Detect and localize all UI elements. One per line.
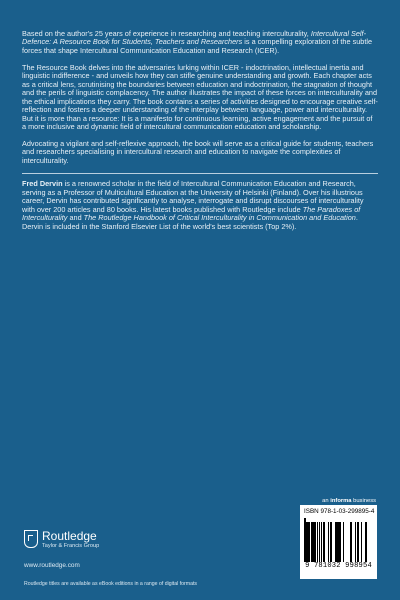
author-bio-and: and <box>67 213 84 223</box>
informa-prefix: an <box>322 498 331 504</box>
publisher-logo <box>24 530 234 550</box>
barcode-stripe <box>371 518 372 562</box>
author-bio-part-1: is a renowned scholar in the field of Intercultural Communication Education and Research, serving as a Professor of Multicultural Education at the University of Helsinki (Finland). Over his illustrious career, Dervin has contributed significantly to analyse, interrogate and disrupt discourses of interculturality with over 200 articles and 80 books. His latest books published with Routledge include <box>22 179 364 214</box>
author-bio <box>22 180 378 231</box>
isbn-label: ISBN 978-1-03-299895-4 <box>304 508 375 515</box>
author-book-1: The Paradoxes of Interculturality <box>22 204 361 223</box>
barcode-bars <box>304 518 373 562</box>
publisher-footer <box>24 530 234 587</box>
publisher-tagline: Taylor & Francis Group <box>42 543 100 549</box>
publisher-logo-text <box>42 530 99 550</box>
author-bio-part-2: . Dervin is included in the Stanford Elsevier List of the world's best scientists (Top 2%). <box>22 213 358 231</box>
barcode-panel <box>300 505 377 579</box>
routledge-logo-icon <box>24 530 38 548</box>
author-name: Fred Dervin <box>22 179 63 189</box>
description-paragraph-1 <box>22 30 378 55</box>
barcode-number: 9 781032 998954 <box>305 562 372 570</box>
informa-suffix: business <box>351 498 376 504</box>
back-cover-text <box>22 30 378 231</box>
informa-brand: informa <box>330 498 352 504</box>
description-paragraph-3: Advocating a vigilant and self-reflexive approach, the book will serve as a critical guide for students, teachers and researchers specialising in intercultural research and education to navigate the complexities of interculturality. <box>22 138 374 165</box>
description-intro: Based on the author's 25 years of experience in researching and teaching interculturality, <box>22 29 311 38</box>
description-intro-rest: is a compelling exploration of the subtle forces that shape Intercultural Communication Education and Research (ICER). <box>22 37 373 55</box>
section-divider <box>22 173 378 174</box>
publisher-name: Routledge <box>42 529 97 543</box>
book-title: Intercultural Self-Defence: A Resource Book for Students, Teachers and Researchers <box>22 29 367 47</box>
author-book-2: The Routledge Handbook of Critical Interculturality in Communication and Education <box>83 213 356 223</box>
informa-business-label <box>322 498 376 504</box>
ebook-availability-note: Routledge titles are available as eBook editions in a range of digital formats <box>24 581 198 587</box>
publisher-website: www.routledge.com <box>24 562 80 569</box>
description-paragraph-2: The Resource Book delves into the adversaries lurking within ICER - indoctrination, intellectual inertia and linguistic indifference - and unveils how they can stifle genuine understanding and growth. Each chapter acts as a critical lens, scrutinising the boundaries between education and indoctrination, the stagnation of thought and the perils of linguistic complacency. The author illustrates the impact of these forces on interculturality and the ethical implications they carry. The book contains a series of activities designed to encourage creative self-reflection and fosters a deeper understanding of the interplay between language, power and interculturality. But it is more than a resource: It is a manifesto for continuous learning, active engagement and the pursuit of a more inclusive and dynamic field of intercultural communication education and scholarship. <box>22 62 378 132</box>
